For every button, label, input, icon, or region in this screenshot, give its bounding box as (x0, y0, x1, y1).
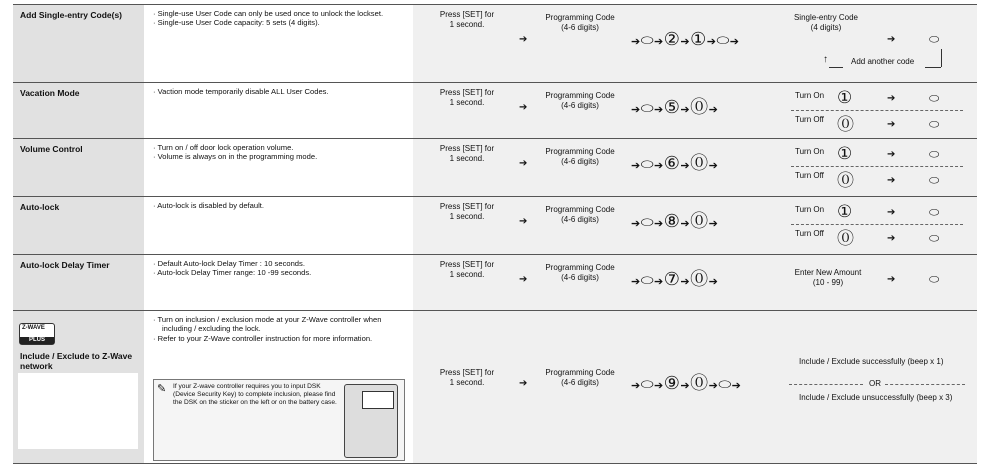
arrow-icon: ➔ (519, 216, 528, 227)
description-cell (144, 83, 413, 139)
arrow-icon: ➔ (680, 104, 691, 116)
digit-key-icon: ⑤ (663, 97, 681, 117)
loop-arrow-icon: ↑ (823, 54, 828, 65)
key-icon: ⬭ (929, 272, 940, 286)
procedure-cell (413, 139, 977, 197)
description-lines (144, 5, 413, 28)
arrow-icon: ➔ (887, 207, 896, 218)
turn-on-label: Turn On (795, 205, 825, 214)
digit-zero-icon: ⓪ (837, 115, 854, 134)
digit-zero-icon: ⓪ (837, 171, 854, 190)
feature-cell (13, 5, 144, 83)
key-sequence (631, 99, 718, 118)
arrow-icon: ➔ (680, 36, 691, 48)
step-press-set: Press [SET] for 1 second. (439, 260, 495, 279)
single-entry-code-label: Single-entry Code (4 digits) (793, 13, 859, 32)
table-row (13, 138, 977, 197)
feature-name: Add Single-entry Code(s) (20, 10, 123, 20)
procedure-cell (413, 5, 977, 83)
key-icon: ⬭ (929, 231, 940, 245)
step-press-set: Press [SET] for 1 second. (439, 144, 495, 163)
arrow-icon: ➔ (631, 104, 641, 116)
step-press-set: Press [SET] for 1 second. (439, 88, 495, 107)
add-another-code-label: Add another code (851, 57, 915, 66)
feature-name: Volume Control (20, 144, 83, 154)
arrow-icon: ➔ (731, 380, 742, 392)
description-lines (144, 139, 413, 162)
arrow-icon: ➔ (708, 276, 719, 288)
arrow-icon: ➔ (654, 160, 664, 172)
key-icon: ⬭ (640, 32, 655, 49)
description-line: · Refer to your Z-Wave controller instruction for more information. (153, 333, 373, 343)
digit-key-icon: ⑥ (663, 153, 681, 173)
key-sequence (631, 155, 718, 174)
arrow-icon: ➔ (631, 160, 641, 172)
divider-dash (885, 384, 965, 385)
table-row (13, 310, 977, 464)
step-press-set: Press [SET] for 1 second. (439, 202, 495, 221)
description-line: · Vaction mode temporarily disable ALL User Codes. (153, 87, 329, 96)
digit-one-icon: ① (837, 202, 853, 221)
key-sequence (631, 31, 740, 50)
note-icon: ✎ (157, 383, 167, 395)
feature-name: Auto-lock (20, 202, 60, 212)
key-icon: ⬭ (929, 32, 940, 46)
arrow-icon: ➔ (680, 160, 691, 172)
arrow-icon: ➔ (654, 218, 664, 230)
arrow-icon: ➔ (887, 119, 896, 130)
step-programming-code: Programming Code (4-6 digits) (545, 13, 615, 32)
description-lines (144, 83, 413, 96)
arrow-icon: ➔ (654, 276, 664, 288)
description-line: · Default Auto-lock Delay Timer : 10 seconds. (153, 259, 305, 268)
step-press-set: Press [SET] for 1 second. (439, 368, 495, 387)
feature-cell (13, 139, 144, 197)
arrow-icon: ➔ (654, 36, 664, 48)
key-icon: ⬭ (718, 376, 732, 393)
digit-one-icon: ① (837, 144, 853, 163)
feature-cell (13, 255, 144, 311)
digit-key-icon: ⑦ (663, 269, 681, 289)
description-line: · Single-use User Code capacity: 5 sets (4 digits). (153, 18, 320, 28)
zwave-logo-text: Z-WAVE (22, 325, 45, 331)
divider-dash (791, 110, 963, 111)
step-programming-code: Programming Code (4-6 digits) (545, 263, 615, 282)
arrow-icon: ➔ (887, 34, 896, 45)
key-icon: ⬭ (640, 100, 655, 117)
or-label: OR (869, 379, 881, 388)
step-programming-code: Programming Code (4-6 digits) (545, 147, 615, 166)
description-cell (144, 139, 413, 197)
description-line: · Turn on / off door lock operation volume. (153, 143, 294, 152)
description-line: including / excluding the lock. (162, 324, 261, 334)
arrow-icon: ➔ (680, 218, 691, 230)
key-sequence (631, 375, 741, 394)
feature-cell (13, 83, 144, 139)
key-icon: ⬭ (929, 205, 940, 219)
digit-key-icon: ① (690, 29, 707, 49)
description-lines (144, 255, 413, 278)
feature-name: Vacation Mode (20, 88, 80, 98)
key-sequence (631, 271, 718, 290)
description-lines (144, 197, 413, 210)
arrow-icon: ➔ (708, 104, 719, 116)
description-line: · Volume is always on in the programming mode. (153, 152, 318, 162)
include-fail-label: Include / Exclude unsuccessfully (beep x 3) (799, 393, 953, 402)
description-cell (144, 197, 413, 255)
loop-line-vertical (941, 49, 942, 67)
description-line: · Single-use User Code can only be used once to unlock the lockset. (153, 9, 384, 18)
feature-cell (13, 311, 144, 463)
digit-key-icon: ⓪ (690, 97, 709, 117)
description-lines (144, 311, 413, 343)
key-icon: ⬭ (929, 117, 940, 131)
arrow-icon: ➔ (887, 149, 896, 160)
zwave-plus-logo (19, 323, 55, 345)
divider-dash (789, 384, 863, 385)
divider-dash (791, 166, 963, 167)
arrow-icon: ➔ (654, 380, 664, 392)
lock-sticker-illustration (344, 384, 398, 458)
arrow-icon: ➔ (887, 175, 896, 186)
include-success-label: Include / Exclude successfully (beep x 1) (799, 357, 944, 366)
feature-name: Include / Exclude to Z-Wave network (20, 351, 133, 371)
arrow-icon: ➔ (680, 380, 691, 392)
arrow-icon: ➔ (631, 36, 641, 48)
note-text: If your Z-wave controller requires you to input DSK (Device Security Key) to complete inclusion, please find the DSK on the sticker on the left or on the battery case. (173, 383, 337, 406)
table-row (13, 254, 977, 311)
table-row (13, 4, 977, 83)
procedure-cell (413, 197, 977, 255)
description-cell (144, 255, 413, 311)
arrow-icon: ➔ (519, 158, 528, 169)
digit-zero-icon: ⓪ (837, 229, 854, 248)
arrow-icon: ➔ (708, 160, 719, 172)
arrow-icon: ➔ (631, 380, 641, 392)
key-icon: ⬭ (640, 272, 655, 289)
digit-key-icon: ⓪ (690, 269, 709, 289)
feature-cell (13, 197, 144, 255)
step-programming-code: Programming Code (4-6 digits) (545, 368, 615, 387)
arrow-icon: ➔ (708, 218, 719, 230)
key-sequence (631, 213, 718, 232)
description-line: · Auto-lock Delay Timer range: 10 -99 seconds. (153, 268, 312, 278)
arrow-icon: ➔ (708, 380, 719, 392)
digit-key-icon: ⑨ (663, 373, 681, 393)
key-icon: ⬭ (640, 214, 655, 231)
turn-on-label: Turn On (795, 91, 825, 100)
arrow-icon: ➔ (519, 274, 528, 285)
procedure-cell (413, 255, 977, 311)
key-icon: ⬭ (929, 91, 940, 105)
turn-off-label: Turn Off (795, 115, 824, 124)
arrow-icon: ➔ (706, 36, 717, 48)
arrow-icon: ➔ (631, 276, 641, 288)
divider-dash (791, 224, 963, 225)
enter-new-amount-label: Enter New Amount (10 - 99) (794, 268, 862, 287)
procedure-cell (413, 311, 977, 463)
key-icon: ⬭ (640, 376, 655, 393)
step-press-set: Press [SET] for 1 second. (439, 10, 495, 29)
turn-off-label: Turn Off (795, 171, 824, 180)
arrow-icon: ➔ (519, 378, 528, 389)
key-icon: ⬭ (929, 173, 940, 187)
feature-white-box (18, 373, 138, 449)
table-row (13, 196, 977, 255)
key-icon: ⬭ (640, 156, 655, 173)
step-programming-code: Programming Code (4-6 digits) (545, 205, 615, 224)
description-line: · Auto-lock is disabled by default. (153, 201, 265, 210)
digit-one-icon: ① (837, 88, 853, 107)
arrow-icon: ➔ (887, 93, 896, 104)
arrow-icon: ➔ (887, 233, 896, 244)
zwave-plus-text: PLUS (20, 337, 54, 344)
description-line: · Turn on inclusion / exclusion mode at your Z-Wave controller when (153, 315, 382, 324)
arrow-icon: ➔ (887, 274, 896, 285)
digit-key-icon: ⓪ (690, 211, 709, 231)
key-icon: ⬭ (716, 32, 730, 49)
loop-line (829, 67, 843, 68)
table-row (13, 82, 977, 139)
note-box (153, 379, 405, 461)
arrow-icon: ➔ (631, 218, 641, 230)
dsk-sticker (362, 391, 394, 409)
loop-line-right (925, 67, 941, 68)
description-cell (144, 311, 413, 463)
arrow-icon: ➔ (519, 102, 528, 113)
digit-key-icon: ⓪ (690, 373, 709, 393)
digit-key-icon: ② (663, 29, 681, 49)
feature-name: Auto-lock Delay Timer (20, 260, 110, 270)
digit-key-icon: ⑧ (663, 211, 681, 231)
arrow-icon: ➔ (729, 36, 740, 48)
procedure-cell (413, 83, 977, 139)
arrow-icon: ➔ (680, 276, 691, 288)
step-programming-code: Programming Code (4-6 digits) (545, 91, 615, 110)
arrow-icon: ➔ (654, 104, 664, 116)
turn-off-label: Turn Off (795, 229, 824, 238)
arrow-icon: ➔ (519, 34, 528, 45)
description-cell (144, 5, 413, 83)
key-icon: ⬭ (929, 147, 940, 161)
digit-key-icon: ⓪ (690, 153, 709, 173)
turn-on-label: Turn On (795, 147, 825, 156)
